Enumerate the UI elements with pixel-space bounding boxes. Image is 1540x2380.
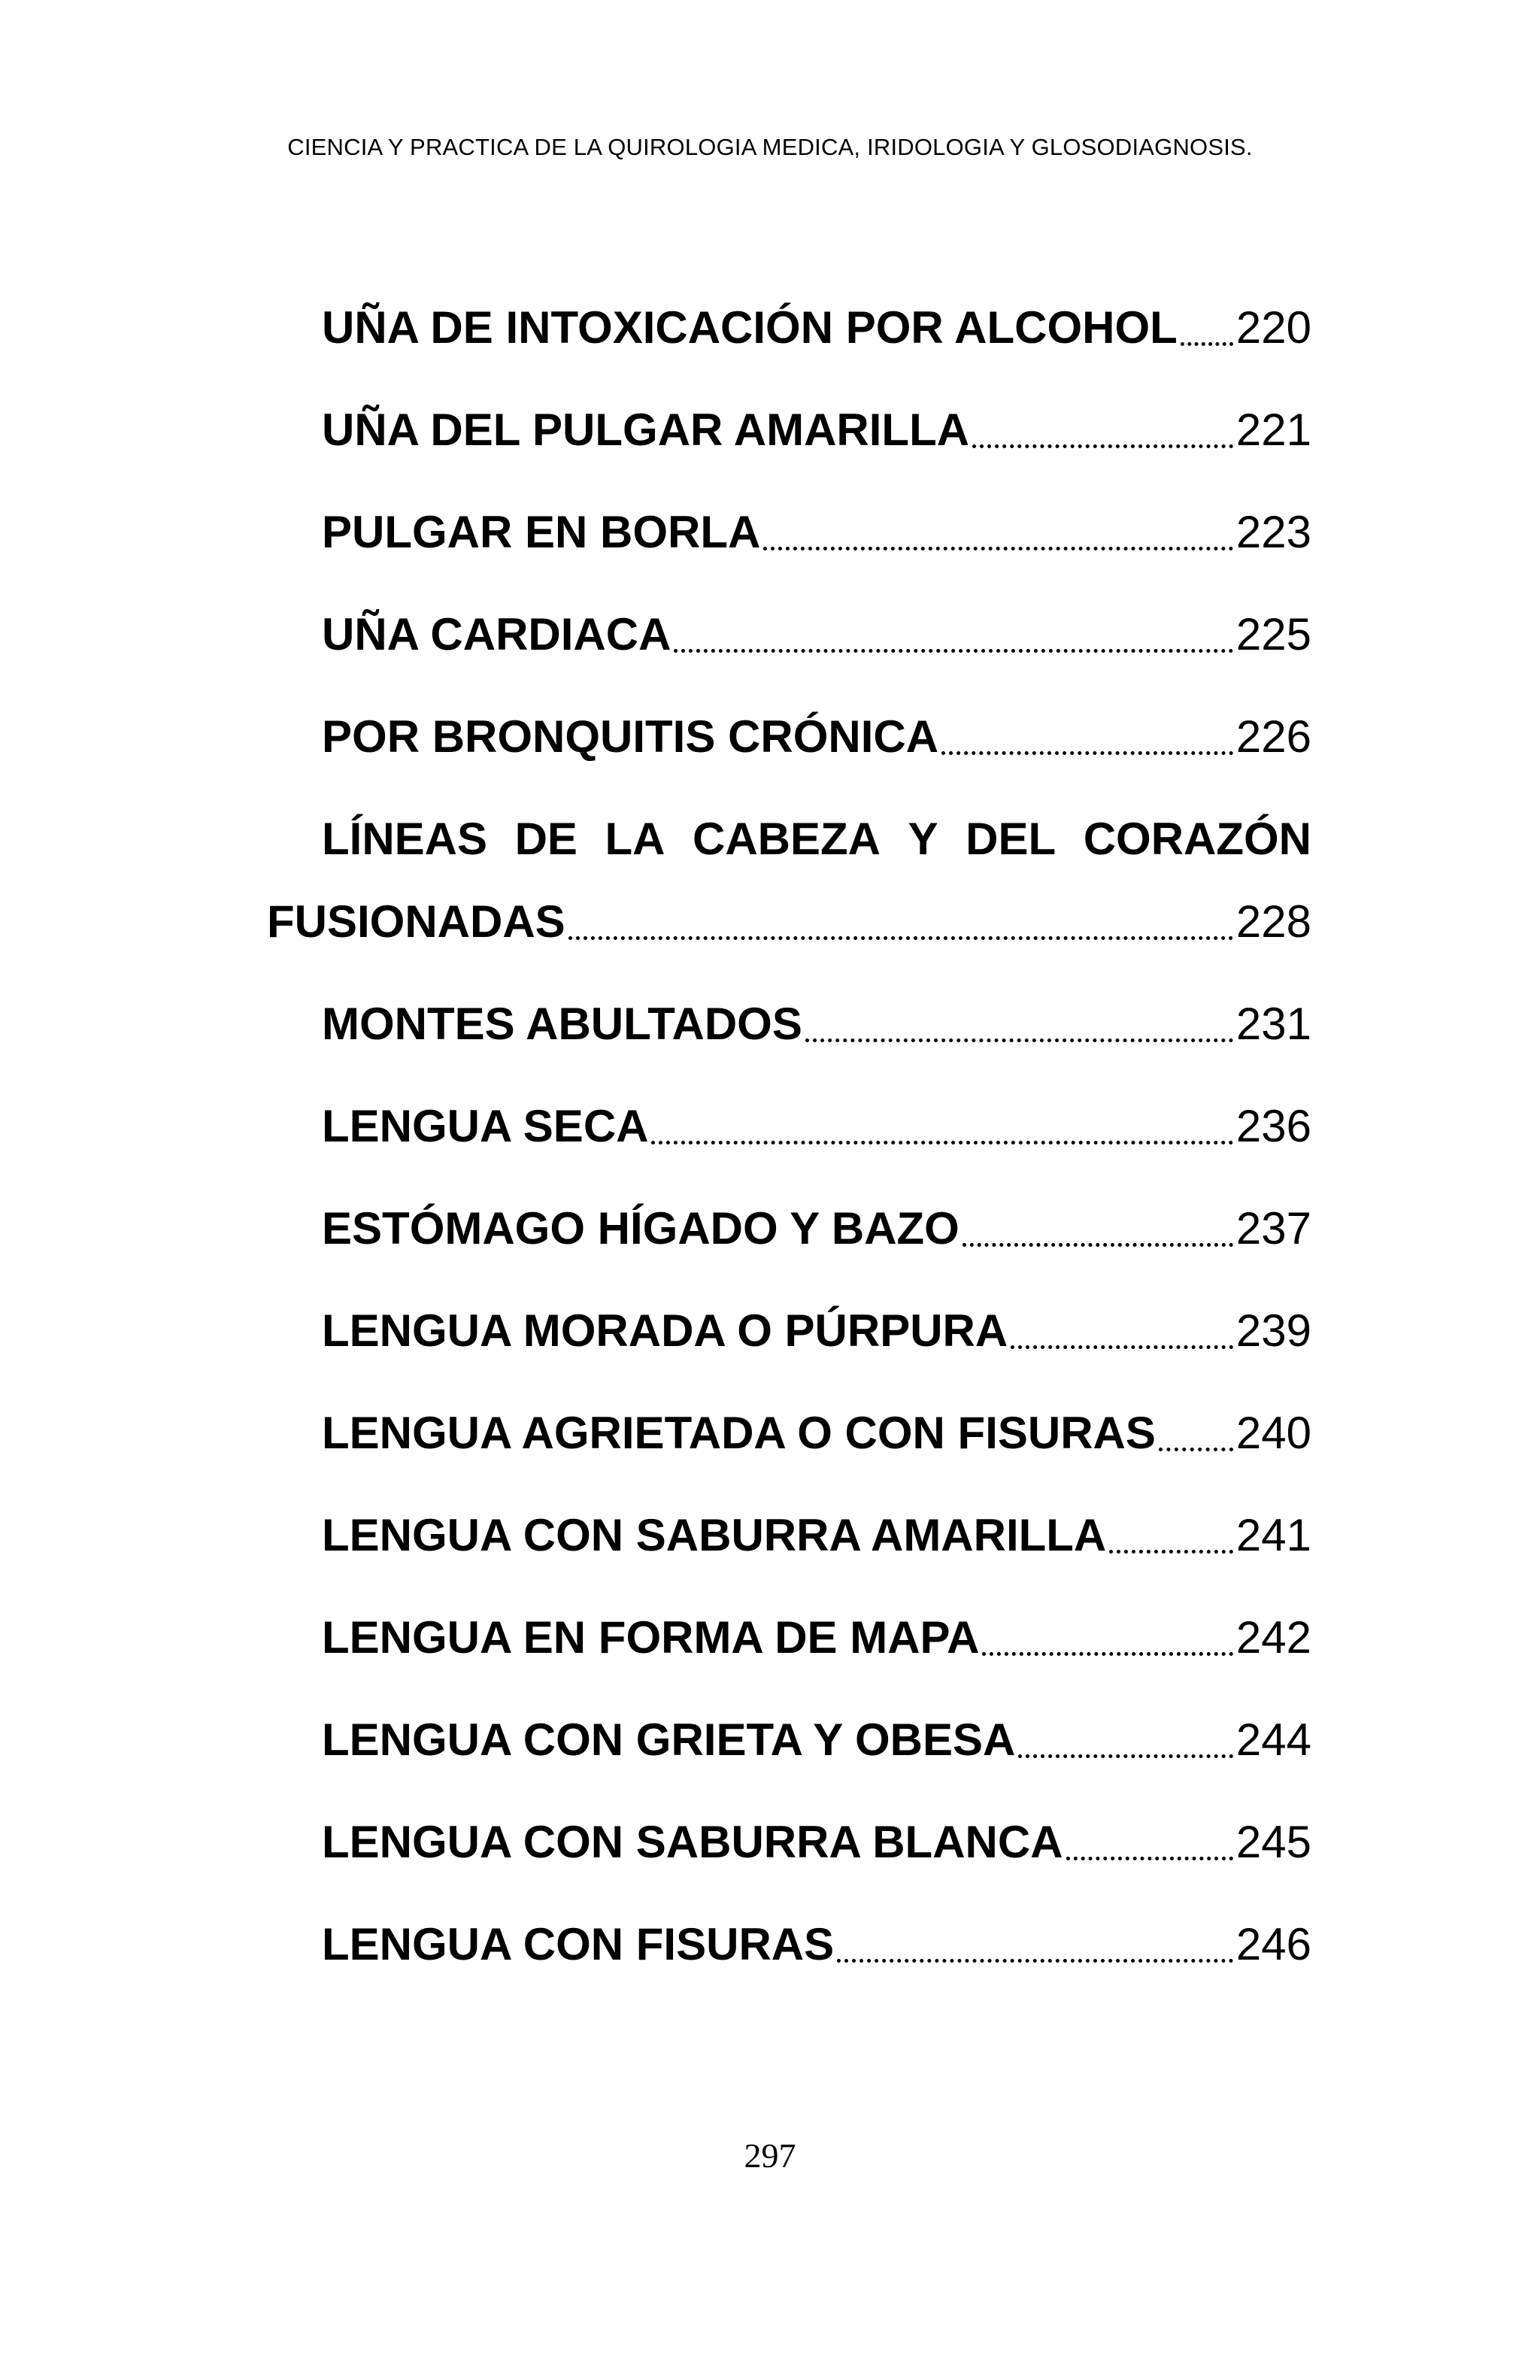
toc-entry-title: FUSIONADAS bbox=[267, 896, 565, 947]
toc-entry-title: LENGUA EN FORMA DE MAPA bbox=[322, 1612, 980, 1663]
toc-entry-page: 226 bbox=[1235, 711, 1311, 762]
dot-leader bbox=[1159, 1448, 1233, 1451]
toc-entry[interactable] bbox=[322, 1915, 1311, 1975]
dot-leader bbox=[763, 547, 1233, 550]
dot-leader bbox=[972, 444, 1233, 448]
dot-leader bbox=[1066, 1857, 1233, 1860]
toc-entry-title: LENGUA CON SABURRA AMARILLA bbox=[322, 1510, 1107, 1560]
toc-entry[interactable] bbox=[322, 502, 1311, 562]
toc-entry-title: LENGUA MORADA O PÚRPURA bbox=[322, 1305, 1008, 1356]
dot-leader bbox=[568, 936, 1233, 940]
dot-leader bbox=[982, 1652, 1232, 1656]
toc-entry-title: LENGUA AGRIETADA O CON FISURAS bbox=[322, 1408, 1156, 1458]
toc-entry-title: LENGUA SECA bbox=[322, 1101, 649, 1151]
dot-leader bbox=[1018, 1754, 1233, 1758]
toc-entry-page: 237 bbox=[1235, 1203, 1311, 1254]
dot-leader bbox=[1181, 342, 1233, 346]
page-number: 297 bbox=[744, 2136, 796, 2175]
toc-entry[interactable] bbox=[322, 1608, 1311, 1668]
toc-entry-wrapped-line-1[interactable] bbox=[322, 809, 1311, 869]
dot-leader bbox=[805, 1038, 1233, 1042]
running-header: CIENCIA Y PRACTICA DE LA QUIROLOGIA MEDICA, IRIDOLOGIA Y GLOSODIAGNOSIS. bbox=[287, 134, 1253, 160]
toc-entry-page: 231 bbox=[1235, 999, 1311, 1049]
toc-entry[interactable] bbox=[322, 1505, 1311, 1566]
toc-entry-title: LENGUA CON FISURAS bbox=[322, 1919, 835, 1969]
toc-entry-title: LENGUA CON GRIETA Y OBESA bbox=[322, 1715, 1016, 1765]
toc-entry[interactable] bbox=[322, 1812, 1311, 1872]
toc-entry[interactable] bbox=[322, 707, 1311, 767]
toc-entry-title: UÑA DEL PULGAR AMARILLA bbox=[322, 405, 970, 455]
toc-entry-word: DEL bbox=[966, 814, 1056, 864]
toc-entry-page: 223 bbox=[1235, 507, 1311, 557]
toc-entry-page: 228 bbox=[1235, 896, 1311, 947]
toc-entry-page: 239 bbox=[1235, 1305, 1311, 1356]
toc-entry-word: LÍNEAS bbox=[322, 814, 488, 864]
toc-entry[interactable] bbox=[322, 1096, 1311, 1157]
toc-entry-page: 242 bbox=[1235, 1612, 1311, 1663]
toc-entry[interactable] bbox=[267, 892, 1311, 952]
toc-entry-page: 240 bbox=[1235, 1408, 1311, 1458]
toc-entry-title: UÑA CARDIACA bbox=[322, 609, 671, 659]
toc-entry-word: DE bbox=[514, 814, 578, 864]
toc-entry-word: Y bbox=[908, 814, 938, 864]
dot-leader bbox=[651, 1141, 1232, 1145]
dot-leader bbox=[1011, 1345, 1233, 1349]
toc-entry-page: 244 bbox=[1235, 1715, 1311, 1765]
toc-entry[interactable] bbox=[322, 1710, 1311, 1770]
toc-entry-page: 220 bbox=[1235, 302, 1311, 353]
dot-leader bbox=[962, 1243, 1233, 1247]
toc-entry-title: LENGUA CON SABURRA BLANCA bbox=[322, 1817, 1063, 1867]
toc-entry-word: CORAZÓN bbox=[1083, 814, 1311, 864]
toc-entry-page: 246 bbox=[1235, 1919, 1311, 1969]
dot-leader bbox=[837, 1959, 1233, 1963]
toc-entry-title: PULGAR EN BORLA bbox=[322, 507, 761, 557]
toc-entry-page: 225 bbox=[1235, 609, 1311, 659]
dot-leader bbox=[941, 751, 1233, 755]
toc-entry-page: 236 bbox=[1235, 1101, 1311, 1151]
toc-entry[interactable] bbox=[322, 1199, 1311, 1259]
dot-leader bbox=[1109, 1550, 1233, 1554]
dot-leader bbox=[674, 649, 1232, 653]
toc-entry[interactable] bbox=[322, 605, 1311, 665]
toc-entry[interactable] bbox=[322, 400, 1311, 460]
toc-entry-title: UÑA DE INTOXICACIÓN POR ALCOHOL bbox=[322, 302, 1178, 353]
toc-entry-title: POR BRONQUITIS CRÓNICA bbox=[322, 711, 939, 762]
toc-entry-title: MONTES ABULTADOS bbox=[322, 999, 802, 1049]
toc-entry[interactable] bbox=[322, 1403, 1311, 1463]
toc-entry-word: CABEZA bbox=[693, 814, 881, 864]
toc-entry[interactable] bbox=[322, 1301, 1311, 1361]
toc-entry-page: 245 bbox=[1235, 1817, 1311, 1867]
toc-entry-page: 241 bbox=[1235, 1510, 1311, 1560]
toc-entry-title: ESTÓMAGO HÍGADO Y BAZO bbox=[322, 1203, 959, 1254]
toc-entry-page: 221 bbox=[1235, 405, 1311, 455]
toc-entry-word: LA bbox=[605, 814, 665, 864]
toc-entry[interactable] bbox=[322, 298, 1311, 358]
toc-entry[interactable] bbox=[322, 994, 1311, 1054]
